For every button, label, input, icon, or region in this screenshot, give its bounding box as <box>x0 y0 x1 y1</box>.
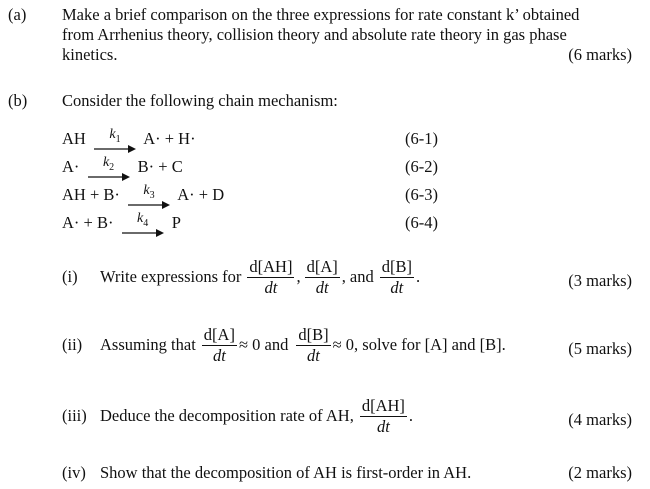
fraction-d-b-dt: $\frac{d[B]}{dt}$ <box>298 325 329 366</box>
reactant: A· + B· <box>62 213 114 232</box>
question-text: Assuming that <box>100 335 196 355</box>
reaction-6-1 <box>62 127 196 159</box>
right-arrow-icon <box>88 173 130 181</box>
reaction-6-2 <box>62 155 183 187</box>
part-a-marks: (6 marks) <box>568 45 632 64</box>
separator-comma: , <box>341 267 346 287</box>
fraction-d-ah-dt: $\frac{d[AH]}{dt}$ <box>249 257 293 298</box>
fraction-d-a-dt: $\frac{d[A]}{dt}$ <box>306 257 338 298</box>
product: A· + D <box>177 185 225 204</box>
question-label: (iii) <box>62 406 87 426</box>
equation-number: (6-4) <box>405 213 438 232</box>
reactant: AH + B· <box>62 185 120 204</box>
right-arrow-icon <box>128 201 170 209</box>
part-a-line-2: from Arrhenius theory, collision theory and absolute rate theory in gas phase <box>62 25 567 44</box>
question-text: Write expressions for <box>100 267 242 287</box>
equation-number: (6-1) <box>405 129 438 148</box>
question-i <box>62 258 420 297</box>
fraction-d-ah-dt: $\frac{d[AH]}{dt}$ <box>361 396 405 437</box>
fraction-d-b-dt: $\frac{d[B]}{dt}$ <box>381 257 412 298</box>
approx-text: ≈ 0 and <box>238 335 289 355</box>
product: P <box>171 213 181 232</box>
period: . <box>408 406 414 426</box>
reactant: A· <box>62 157 80 176</box>
question-i-marks: (3 marks) <box>568 271 632 290</box>
question-label: (iv) <box>62 463 86 482</box>
approx-text: ≈ 0, solve for [A] and [B]. <box>332 335 506 355</box>
question-iii <box>62 397 413 436</box>
rate-arrow: $k_4$ <box>122 212 164 237</box>
equation-number: (6-2) <box>405 157 438 176</box>
reactant: AH <box>62 129 86 148</box>
question-iii-marks: (4 marks) <box>568 410 632 429</box>
separator-comma: , <box>296 267 301 287</box>
part-b-label: (b) <box>8 91 28 110</box>
part-a-label: (a) <box>8 5 27 24</box>
rate-arrow: $k_1$ <box>94 128 136 153</box>
part-a-line-1: Make a brief comparison on the three expressions for rate constant k’ obtained <box>62 5 580 24</box>
question-label: (i) <box>62 267 78 287</box>
question-iv <box>62 464 471 483</box>
question-ii <box>62 326 506 365</box>
product: A· + H· <box>143 129 196 148</box>
reaction-6-4 <box>62 211 181 243</box>
right-arrow-icon <box>122 229 164 237</box>
question-label: (ii) <box>62 335 83 355</box>
conjunction-and: and <box>349 267 374 287</box>
question-text: Show that the decomposition of AH is first-order in AH. <box>100 463 472 482</box>
question-iv-marks: (2 marks) <box>568 463 632 482</box>
product: B· + C <box>137 157 183 176</box>
right-arrow-icon <box>94 145 136 153</box>
question-ii-marks: (5 marks) <box>568 339 632 358</box>
equation-number: (6-3) <box>405 185 438 204</box>
part-b-intro: Consider the following chain mechanism: <box>62 91 338 110</box>
rate-arrow: $k_3$ <box>128 184 170 209</box>
fraction-d-a-dt: $\frac{d[A]}{dt}$ <box>203 325 235 366</box>
part-a-line-3: kinetics. <box>62 45 118 64</box>
rate-arrow: $k_2$ <box>88 156 130 181</box>
period: . <box>415 267 421 287</box>
question-text: Deduce the decomposition rate of AH, <box>100 406 354 426</box>
